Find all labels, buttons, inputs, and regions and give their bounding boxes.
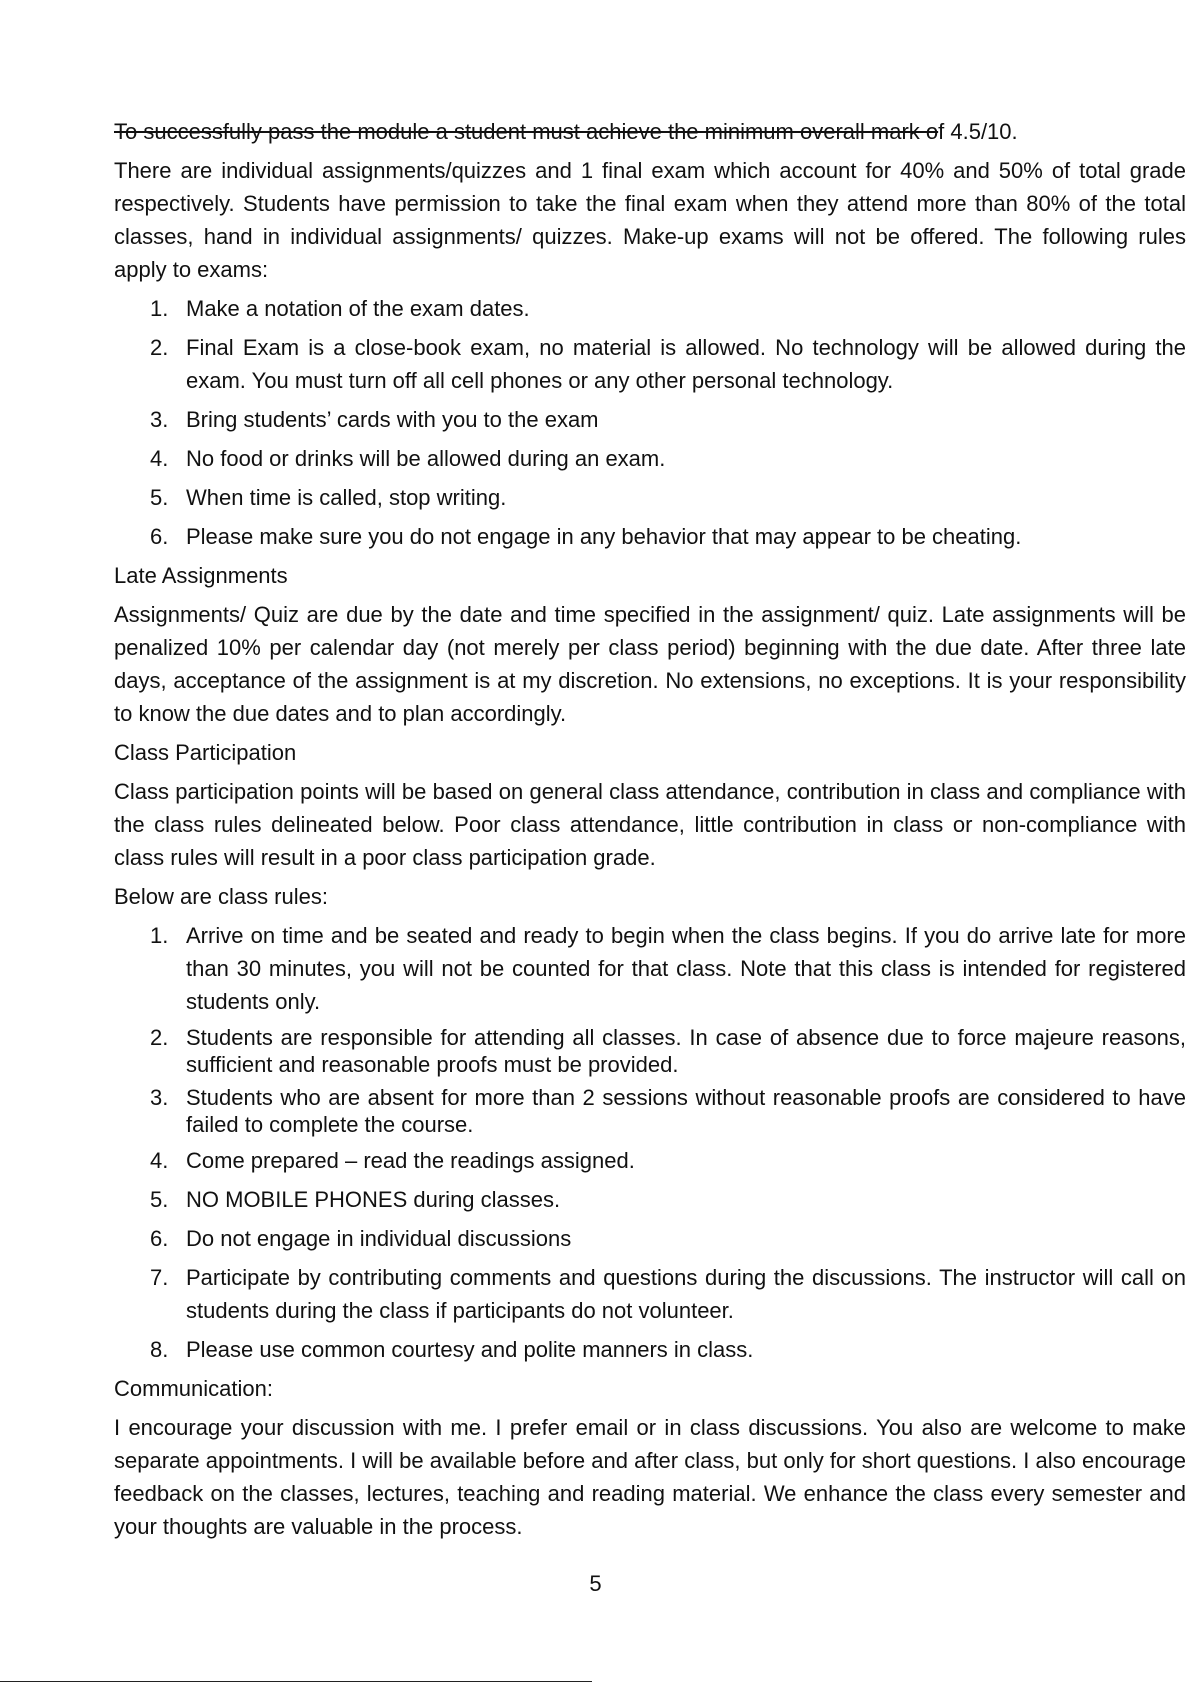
communication-heading: Communication: — [114, 1376, 273, 1401]
list-item: 5. NO MOBILE PHONES during classes. — [150, 1187, 561, 1212]
footer-divider — [0, 1681, 592, 1682]
list-item: 1. Make a notation of the exam dates. — [150, 296, 530, 321]
struck-text: To successfully pass the module a student must achieve the minimum overall mark o — [114, 119, 939, 144]
list-item: 4. No food or drinks will be allowed during an exam. — [150, 446, 666, 471]
exam-rules-list — [114, 292, 1186, 553]
list-item: 3. Bring students’ cards with you to the exam — [150, 407, 599, 432]
pass-requirement — [114, 115, 1186, 148]
communication-body: I encourage your discussion with me. I prefer email or in class discussions. You also are welcome to make separate appointments. I will be available before and after class, but only for short questions. I also encourage feedback on the classes, lectures, teaching and reading material. We enhance the class every semester and your thoughts are valuable in the process. — [114, 1415, 1186, 1539]
list-item: 2. Students are responsible for attending all classes. In case of absence due to force majeure reasons, sufficient and reasonable proofs must be provided. — [150, 1025, 1186, 1077]
list-item: 8. Please use common courtesy and polite manners in class. — [150, 1337, 754, 1362]
late-assignments-body: Assignments/ Quiz are due by the date and time specified in the assignment/ quiz. Late assignments will be penalized 10% per calendar day (not merely per class period) beginning with the due date. After three late days, acceptance of the assignment is at my discretion. No extensions, no exceptions. It is your responsibility to know the due dates and to plan accordingly. — [114, 602, 1186, 726]
document-page — [114, 115, 1186, 1549]
list-item: 1. Arrive on time and be seated and ready to begin when the class begins. If you do arrive late for more than 30 minutes, you will not be counted for that class. Note that this class is intended for registered students only. — [150, 923, 1186, 1014]
class-rules-intro: Below are class rules: — [114, 884, 328, 909]
class-participation-body: Class participation points will be based on general class attendance, contribution in class and compliance with the class rules delineated below. Poor class attendance, little contribution in class or non-compliance with class rules will result in a poor class participation grade. — [114, 779, 1186, 870]
class-participation-heading: Class Participation — [114, 740, 297, 765]
list-item: 6. Do not engage in individual discussions — [150, 1226, 572, 1251]
pass-mark: f 4.5/10. — [938, 119, 1018, 144]
late-assignments-heading: Late Assignments — [114, 563, 288, 588]
list-item: 3. Students who are absent for more than 2 sessions without reasonable proofs are considered to have failed to complete the course. — [150, 1085, 1186, 1137]
list-item: 6. Please make sure you do not engage in any behavior that may appear to be cheating. — [150, 524, 1022, 549]
list-item: 5. When time is called, stop writing. — [150, 485, 507, 510]
class-rules-list — [114, 919, 1186, 1366]
page-number: 5 — [589, 1571, 602, 1596]
grading-intro: There are individual assignments/quizzes and 1 final exam which account for 40% and 50% of total grade respectively. Students have permission to take the final exam when they attend more than 80% of the total classes, hand in individual assignments/ quizzes. Make-up exams will not be offered. The following rules apply to exams: — [114, 158, 1186, 282]
list-item: 7. Participate by contributing comments and questions during the discussions. The instructor will call on students during the class if participants do not volunteer. — [150, 1265, 1186, 1323]
list-item: 2. Final Exam is a close-book exam, no material is allowed. No technology will be allowed during the exam. You must turn off all cell phones or any other personal technology. — [150, 335, 1186, 393]
list-item: 4. Come prepared – read the readings assigned. — [150, 1148, 635, 1173]
